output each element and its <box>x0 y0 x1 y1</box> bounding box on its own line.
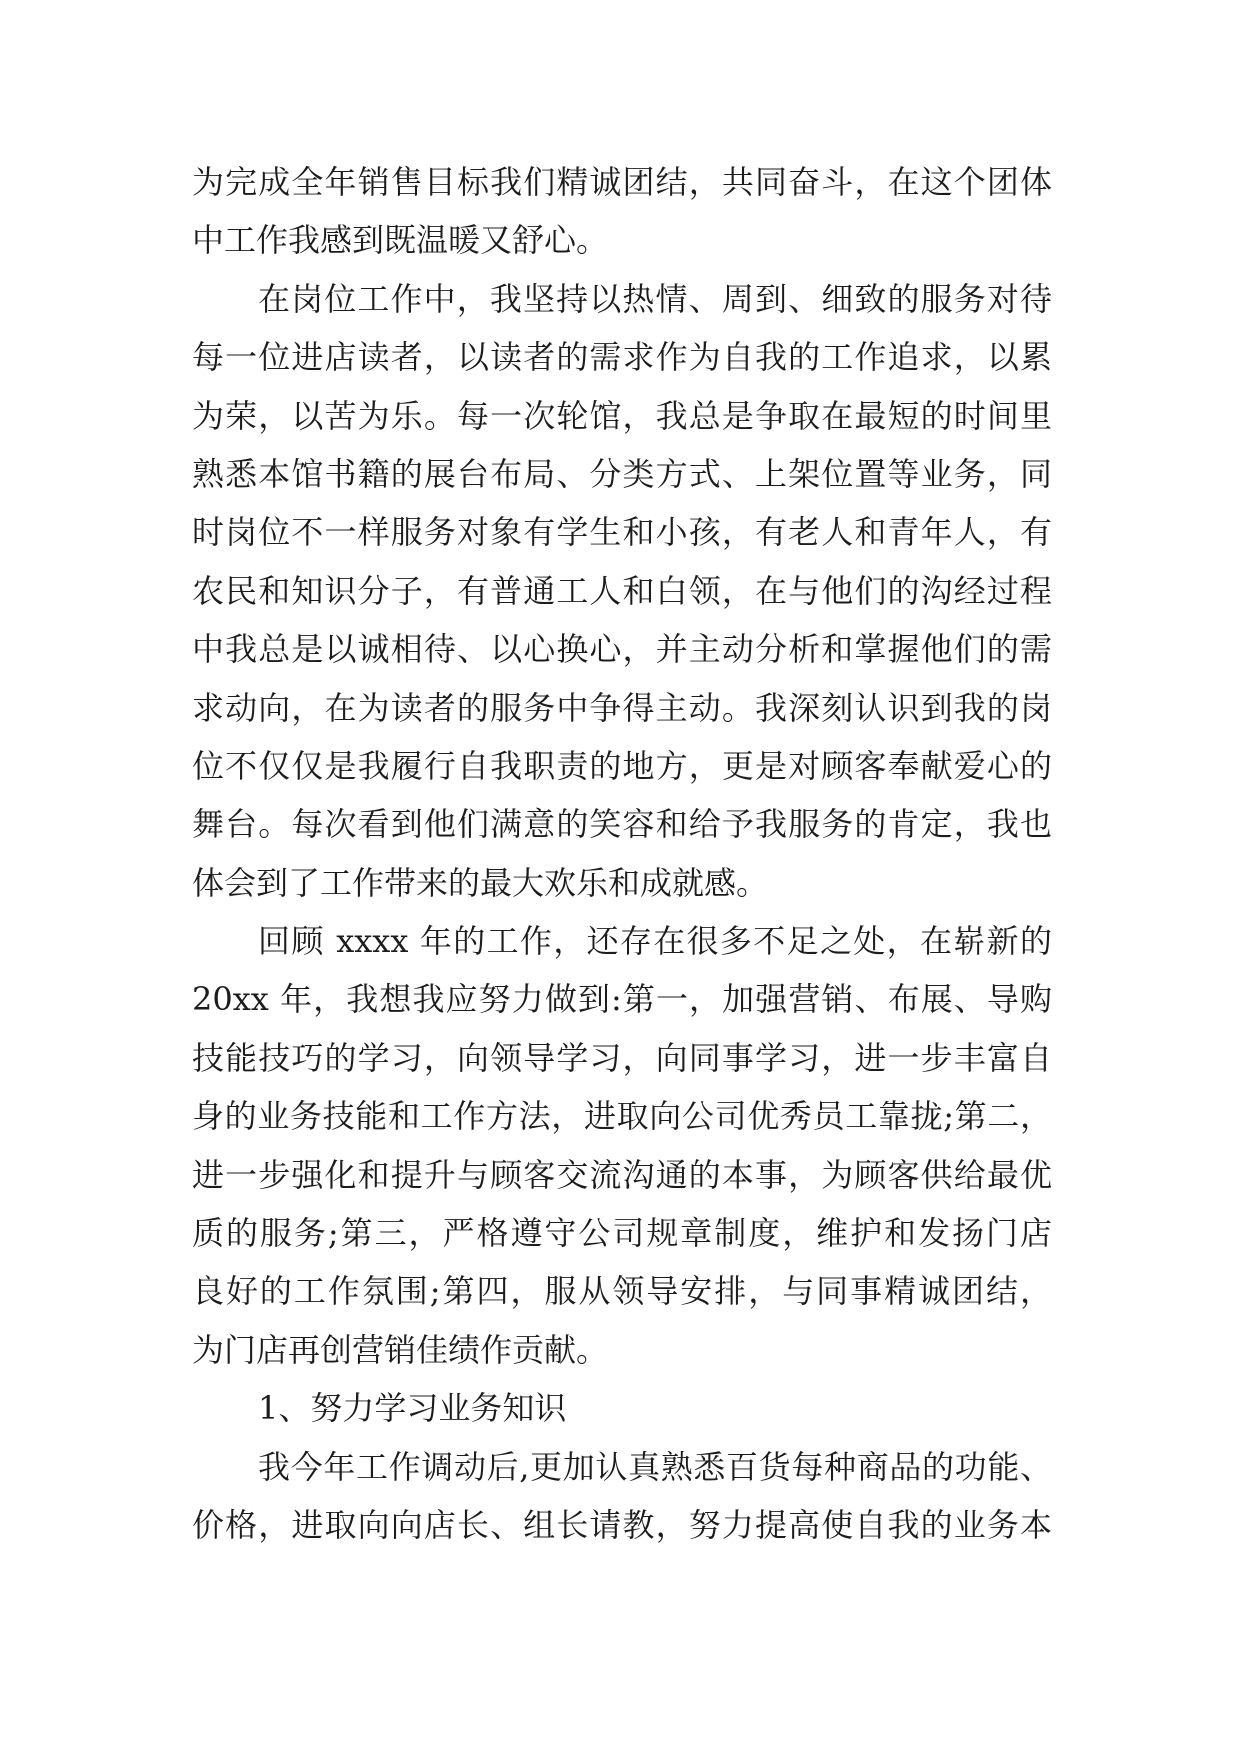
text-line: 为完成全年销售目标我们精诚团结，共同奋斗，在这个团体 <box>192 163 1052 201</box>
text-line: 为荣，以苦为乐。每一次轮馆，我总是争取在最短的时间里 <box>192 396 1052 435</box>
paragraph-service <box>192 270 1052 912</box>
paragraph-study <box>192 1438 1052 1555</box>
section-heading-text: 1、努力学习业务知识 <box>258 1389 567 1428</box>
text-line: 质的服务;第三，严格遵守公司规章制度，维护和发扬门店 <box>192 1214 1052 1253</box>
text-line: 在岗位工作中，我坚持以热情、周到、细致的服务对待 <box>258 279 1052 318</box>
paragraph-review <box>192 912 1052 1379</box>
text-line: 我今年工作调动后,更加认真熟悉百货每种商品的功能、 <box>258 1447 1052 1486</box>
text-line: 熟悉本馆书籍的展台布局、分类方式、上架位置等业务，同 <box>192 454 1052 493</box>
text-line: 位不仅仅是我履行自我职责的地方，更是对顾客奉献爱心的 <box>192 746 1052 785</box>
text-line: 时岗位不一样服务对象有学生和小孩，有老人和青年人，有 <box>192 513 1052 552</box>
text-line: 为门店再创营销佳绩作贡献。 <box>192 1330 609 1369</box>
text-line: 中我总是以诚相待、以心换心，并主动分析和掌握他们的需 <box>192 630 1052 669</box>
text-line: 身的业务技能和工作方法，进取向公司优秀员工靠拢;第二， <box>192 1097 1052 1136</box>
paragraph-continuation <box>192 153 1052 270</box>
text-line: 农民和知识分子，有普通工人和白领，在与他们的沟经过程 <box>192 571 1052 610</box>
text-line: 20xx 年，我想我应努力做到:第一，加强营销、布展、导购 <box>192 980 1052 1019</box>
text-line: 技能技巧的学习，向领导学习，向同事学习，进一步丰富自 <box>192 1038 1052 1077</box>
text-line: 价格，进取向向店长、组长请教，努力提高使自我的业务本 <box>192 1505 1052 1544</box>
text-line: 每一位进店读者，以读者的需求作为自我的工作追求，以累 <box>192 338 1052 377</box>
text-line: 求动向，在为读者的服务中争得主动。我深刻认识到我的岗 <box>192 688 1052 727</box>
text-line: 体会到了工作带来的最大欢乐和成就感。 <box>192 863 769 902</box>
text-line: 回顾 xxxx 年的工作，还存在很多不足之处，在崭新的 <box>258 922 1052 961</box>
text-line: 进一步强化和提升与顾客交流沟通的本事，为顾客供给最优 <box>192 1155 1052 1194</box>
text-line: 中工作我感到既温暖又舒心。 <box>192 221 609 260</box>
text-line: 舞台。每次看到他们满意的笑容和给予我服务的肯定，我也 <box>192 805 1052 844</box>
document-body <box>192 153 1052 1554</box>
section-heading <box>192 1379 1052 1437</box>
text-line: 良好的工作氛围;第四，服从领导安排，与同事精诚团结， <box>192 1272 1052 1311</box>
